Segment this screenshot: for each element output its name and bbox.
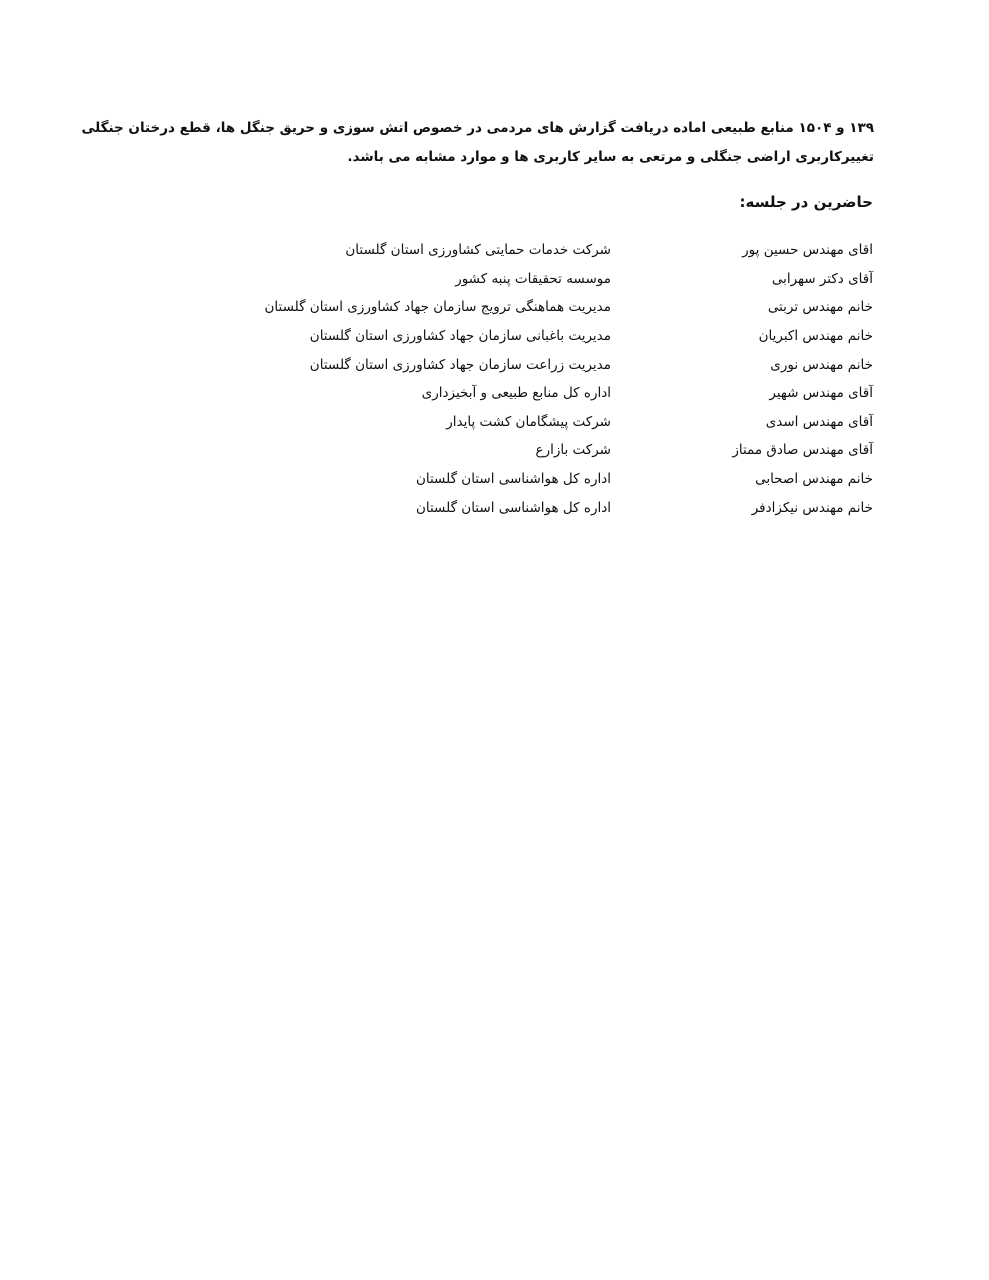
attendee-row [213, 350, 873, 379]
attendee-organization: شرکت بازارع [535, 442, 611, 459]
attendee-row [213, 265, 873, 294]
attendee-row [213, 379, 873, 408]
attendee-name: خانم مهندس اکبریان [758, 328, 873, 345]
attendee-organization: اداره کل هواشناسی استان گلستان [415, 471, 611, 488]
intro-paragraph-line-2: تغییرکاربری اراضی جنگلی و مرتعی به سایر کاربری ها و موارد مشابه می باشد. [347, 149, 874, 165]
attendee-organization: شرکت پیشگامان کشت پایدار [446, 413, 611, 430]
attendee-row [213, 436, 873, 465]
attendee-row [213, 465, 873, 494]
attendee-name: آقای مهندس شهیر [769, 385, 873, 402]
attendee-name: اقای مهندس حسین پور [742, 242, 873, 259]
attendee-name: خانم مهندس تربتی [767, 299, 873, 316]
attendee-row [213, 293, 873, 322]
attendee-organization: مدیریت زراعت سازمان جهاد کشاورزی استان گلستان [309, 356, 611, 373]
attendee-organization: موسسه تحقیقات پنبه کشور [455, 270, 611, 287]
attendee-name: خانم مهندس اصحابی [755, 471, 873, 488]
attendee-organization: اداره کل منابع طبیعی و آبخیزداری [421, 385, 611, 402]
attendee-organization: اداره کل هواشناسی استان گلستان [415, 499, 611, 516]
attendee-name: خانم مهندس نیکزادفر [751, 499, 873, 516]
attendee-name: آقای مهندس صادق ممتاز [732, 442, 873, 459]
attendee-row [213, 322, 873, 351]
attendee-name: خانم مهندس نوری [770, 356, 873, 373]
attendee-name: آقای مهندس اسدی [765, 413, 873, 430]
attendee-organization: مدیریت باغبانی سازمان جهاد کشاورزی استان گلستان [309, 328, 611, 345]
attendee-row [213, 236, 873, 265]
attendee-name: آقای دکتر سهرابی [771, 270, 873, 287]
intro-paragraph [81, 114, 874, 172]
attendees-heading: حاضرین در جلسه: [739, 193, 873, 211]
attendees-list [213, 236, 873, 522]
attendee-organization: مدیریت هماهنگی ترویج سازمان جهاد کشاورزی استان گلستان [264, 299, 611, 316]
intro-paragraph-line-1: ۱۳۹ و ۱۵۰۴ منابع طبیعی اماده دریافت گزارش های مردمی در خصوص اتش سوزی و حریق جنگل ها، قطع درختان جنگلی [81, 120, 874, 136]
attendee-row [213, 408, 873, 437]
attendee-row [213, 493, 873, 522]
attendee-organization: شرکت خدمات حمایتی کشاورزی استان گلستان [345, 242, 611, 259]
